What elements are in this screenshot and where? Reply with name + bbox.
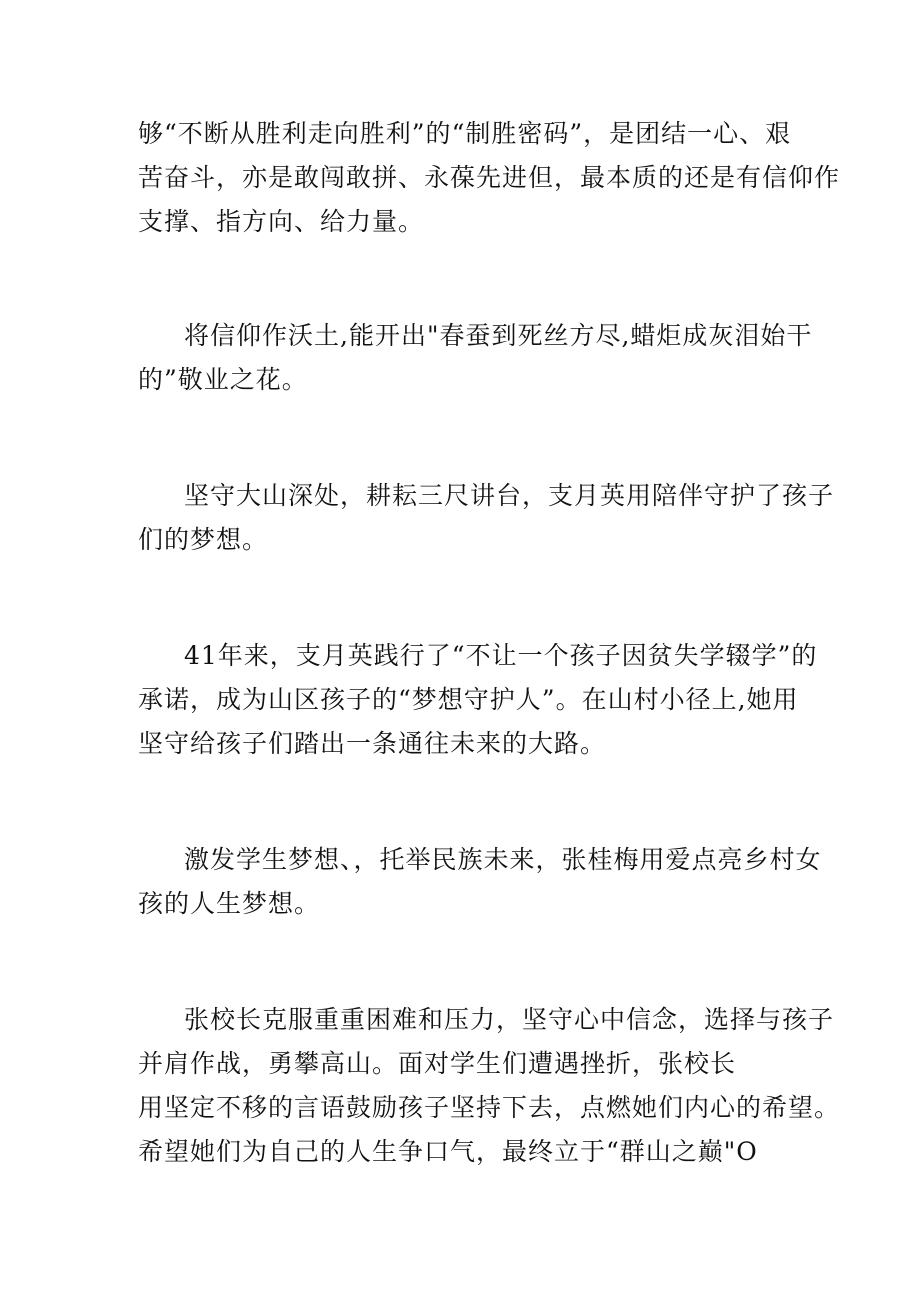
text-line: 承诺，成为山区孩子的“梦想守护人”。在山村小径上,她用: [138, 685, 799, 714]
text-line: 将信仰作沃土,能开出"春蚕到死丝方尽,蜡炬成灰泪始干: [184, 321, 813, 350]
text-line: 们的梦想。: [138, 525, 269, 554]
text-line: 41年来，支月英践行了“不让一个孩子因贫失学辍学”的: [184, 641, 818, 670]
text-line: 希望她们为自己的人生争口气，最终立于“群山之巅"O: [138, 1137, 758, 1166]
text-line: 苦奋斗，亦是敢闯敢拼、永葆先进但，最本质的还是有信仰作: [138, 163, 841, 192]
text-line: 的”敬业之花。: [138, 365, 308, 394]
text-line: 坚守大山深处，耕耘三尺讲台，支月英用陪伴守护了孩子: [184, 481, 835, 510]
paragraph-winning-code: [138, 112, 841, 244]
text-line: 够“不断从胜利走向胜利”的“制胜密码”，是团结一心、艰: [138, 119, 792, 148]
paragraph-principal-zhang: [138, 998, 841, 1174]
text-line: 张校长克服重重困难和压力，坚守心中信念，选择与孩子: [184, 1005, 835, 1034]
text-line: 坚守给孩子们踏出一条通往未来的大路。: [138, 729, 607, 758]
paragraph-inspire-dreams: [138, 838, 822, 926]
text-line: 孩的人生梦想。: [138, 889, 321, 918]
text-line: 并肩作战，勇攀高山。面对学生们遭遇挫折，张校长: [138, 1049, 737, 1078]
paragraph-41-years: [138, 634, 818, 766]
text-line: 用坚定不移的言语鼓励孩子坚持下去，点燃她们内心的希望。: [138, 1093, 841, 1122]
paragraph-mountain-teacher: [138, 474, 835, 562]
paragraph-faith-soil: [138, 314, 813, 402]
text-line: 激发学生梦想、，托举民族未来，张桂梅用爱点亮乡村女: [184, 845, 822, 874]
text-line: 支撑、指方向、给力量。: [138, 207, 425, 236]
